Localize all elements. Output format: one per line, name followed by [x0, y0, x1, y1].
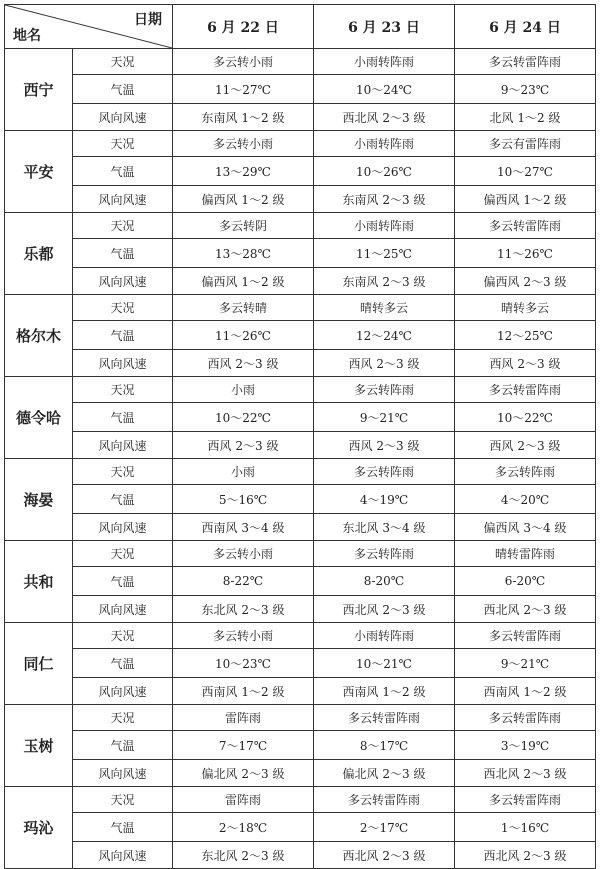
wind-cell: 西北风 2～3 级 — [314, 596, 455, 623]
temperature-cell: 9～21℃ — [314, 403, 455, 432]
table-row-temperature — [5, 485, 596, 514]
row-label-wind: 风向风速 — [73, 514, 173, 541]
temperature-cell: 4～19℃ — [314, 485, 455, 514]
temperature-cell: 6-20℃ — [455, 567, 596, 596]
weather-cell: 多云转阵雨 — [455, 459, 596, 485]
table-row-wind — [5, 514, 596, 541]
row-label-weather: 天况 — [73, 131, 173, 157]
weather-cell: 多云转小雨 — [173, 623, 314, 649]
temperature-cell: 10～27℃ — [455, 157, 596, 186]
table-row-weather — [5, 459, 596, 485]
row-label-weather: 天况 — [73, 705, 173, 731]
day-header-2: 6 月 23 日 — [314, 5, 455, 49]
temperature-cell: 10～26℃ — [314, 157, 455, 186]
temperature-cell: 8-22℃ — [173, 567, 314, 596]
row-label-temperature: 气温 — [73, 731, 173, 760]
row-label-wind: 风向风速 — [73, 350, 173, 377]
weather-cell: 多云转雷阵雨 — [455, 213, 596, 239]
row-label-wind: 风向风速 — [73, 186, 173, 213]
wind-cell: 西北风 2～3 级 — [455, 842, 596, 869]
weather-cell: 多云转阵雨 — [314, 541, 455, 567]
temperature-cell: 11～26℃ — [173, 321, 314, 350]
wind-cell: 偏西风 1～2 级 — [455, 186, 596, 213]
table-row-weather — [5, 787, 596, 813]
city-name: 格尔木 — [5, 295, 73, 377]
table-row-wind — [5, 350, 596, 377]
table-row-temperature — [5, 239, 596, 268]
date-header-label: 日期 — [134, 12, 162, 28]
wind-cell: 东南风 2～3 级 — [314, 268, 455, 295]
weather-cell: 小雨转阵雨 — [314, 49, 455, 75]
row-label-weather: 天况 — [73, 459, 173, 485]
temperature-cell: 11～25℃ — [314, 239, 455, 268]
row-label-temperature: 气温 — [73, 239, 173, 268]
temperature-cell: 2～18℃ — [173, 813, 314, 842]
row-label-wind: 风向风速 — [73, 842, 173, 869]
temperature-cell: 11～27℃ — [173, 75, 314, 104]
table-row-wind — [5, 186, 596, 213]
city-name: 玛沁 — [5, 787, 73, 869]
weather-cell: 小雨转阵雨 — [314, 213, 455, 239]
row-label-temperature: 气温 — [73, 75, 173, 104]
weather-cell: 小雨转阵雨 — [314, 131, 455, 157]
wind-cell: 西南风 1～2 级 — [455, 678, 596, 705]
table-row-temperature — [5, 157, 596, 186]
city-name: 玉树 — [5, 705, 73, 787]
table-row-weather — [5, 49, 596, 75]
temperature-cell: 10～22℃ — [173, 403, 314, 432]
table-row-weather — [5, 541, 596, 567]
wind-cell: 偏西风 1～2 级 — [173, 186, 314, 213]
weather-cell: 多云转雷阵雨 — [455, 377, 596, 403]
table-row-weather — [5, 705, 596, 731]
row-label-weather: 天况 — [73, 541, 173, 567]
table-row-temperature — [5, 813, 596, 842]
weather-cell: 多云转阵雨 — [314, 377, 455, 403]
weather-cell: 小雨 — [173, 377, 314, 403]
temperature-cell: 7～17℃ — [173, 731, 314, 760]
weather-cell: 多云转小雨 — [173, 131, 314, 157]
wind-cell: 东北风 2～3 级 — [173, 842, 314, 869]
city-name: 乐都 — [5, 213, 73, 295]
wind-cell: 东北风 3～4 级 — [314, 514, 455, 541]
row-label-temperature: 气温 — [73, 321, 173, 350]
wind-cell: 偏北风 2～3 级 — [173, 760, 314, 787]
temperature-cell: 8～17℃ — [314, 731, 455, 760]
weather-cell: 雷阵雨 — [173, 705, 314, 731]
weather-cell: 多云转小雨 — [173, 49, 314, 75]
weather-cell: 多云转雷阵雨 — [314, 705, 455, 731]
weather-cell: 晴转多云 — [314, 295, 455, 321]
city-header-label: 地名 — [13, 28, 41, 44]
weather-cell: 多云转雷阵雨 — [314, 787, 455, 813]
weather-cell: 多云转阵雨 — [314, 459, 455, 485]
row-label-wind: 风向风速 — [73, 104, 173, 131]
table-row-wind — [5, 596, 596, 623]
temperature-cell: 10～23℃ — [173, 649, 314, 678]
weather-cell: 多云转晴 — [173, 295, 314, 321]
table-row-temperature — [5, 75, 596, 104]
temperature-cell: 8-20℃ — [314, 567, 455, 596]
city-name: 海晏 — [5, 459, 73, 541]
row-label-temperature: 气温 — [73, 157, 173, 186]
temperature-cell: 10～24℃ — [314, 75, 455, 104]
day-header-3: 6 月 24 日 — [455, 5, 596, 49]
city-name: 同仁 — [5, 623, 73, 705]
weather-cell: 晴转多云 — [455, 295, 596, 321]
temperature-cell: 13～29℃ — [173, 157, 314, 186]
city-name: 西宁 — [5, 49, 73, 131]
table-row-temperature — [5, 567, 596, 596]
table-row-temperature — [5, 731, 596, 760]
city-name: 平安 — [5, 131, 73, 213]
temperature-cell: 10～21℃ — [314, 649, 455, 678]
forecast-table — [4, 4, 596, 869]
weather-cell: 多云转雷阵雨 — [455, 787, 596, 813]
wind-cell: 北风 1～2 级 — [455, 104, 596, 131]
weather-cell: 多云转雷阵雨 — [455, 49, 596, 75]
row-label-temperature: 气温 — [73, 403, 173, 432]
table-row-temperature — [5, 649, 596, 678]
row-label-temperature: 气温 — [73, 567, 173, 596]
weather-cell: 多云转小雨 — [173, 541, 314, 567]
wind-cell: 西风 2～3 级 — [173, 350, 314, 377]
weather-cell: 多云有雷阵雨 — [455, 131, 596, 157]
city-name: 德令哈 — [5, 377, 73, 459]
temperature-cell: 5～16℃ — [173, 485, 314, 514]
temperature-cell: 1～16℃ — [455, 813, 596, 842]
wind-cell: 东北风 2～3 级 — [173, 596, 314, 623]
weather-cell: 小雨转阵雨 — [314, 623, 455, 649]
city-name: 共和 — [5, 541, 73, 623]
temperature-cell: 11～26℃ — [455, 239, 596, 268]
temperature-cell: 2～17℃ — [314, 813, 455, 842]
row-label-wind: 风向风速 — [73, 678, 173, 705]
temperature-cell: 13～28℃ — [173, 239, 314, 268]
wind-cell: 偏西风 2～3 级 — [455, 268, 596, 295]
wind-cell: 西风 2～3 级 — [173, 432, 314, 459]
weather-cell: 晴转雷阵雨 — [455, 541, 596, 567]
row-label-wind: 风向风速 — [73, 760, 173, 787]
table-row-weather — [5, 131, 596, 157]
wind-cell: 偏西风 3～4 级 — [455, 514, 596, 541]
forecast-body — [5, 49, 596, 869]
wind-cell: 西北风 2～3 级 — [314, 842, 455, 869]
table-row-wind — [5, 104, 596, 131]
table-row-weather — [5, 623, 596, 649]
table-row-wind — [5, 268, 596, 295]
weather-cell: 雷阵雨 — [173, 787, 314, 813]
temperature-cell: 12～24℃ — [314, 321, 455, 350]
wind-cell: 西南风 1～2 级 — [314, 678, 455, 705]
row-label-wind: 风向风速 — [73, 432, 173, 459]
wind-cell: 偏西风 1～2 级 — [173, 268, 314, 295]
header-row — [5, 5, 596, 49]
wind-cell: 西北风 2～3 级 — [455, 760, 596, 787]
temperature-cell: 9～21℃ — [455, 649, 596, 678]
wind-cell: 西风 2～3 级 — [455, 432, 596, 459]
wind-cell: 西风 2～3 级 — [314, 350, 455, 377]
table-row-temperature — [5, 321, 596, 350]
row-label-weather: 天况 — [73, 49, 173, 75]
temperature-cell: 10～22℃ — [455, 403, 596, 432]
row-label-weather: 天况 — [73, 623, 173, 649]
row-label-wind: 风向风速 — [73, 268, 173, 295]
weather-cell: 多云转雷阵雨 — [455, 705, 596, 731]
weather-cell: 多云转雷阵雨 — [455, 623, 596, 649]
table-row-wind — [5, 842, 596, 869]
row-label-weather: 天况 — [73, 377, 173, 403]
row-label-temperature: 气温 — [73, 649, 173, 678]
wind-cell: 西风 2～3 级 — [455, 350, 596, 377]
temperature-cell: 12～25℃ — [455, 321, 596, 350]
table-row-wind — [5, 678, 596, 705]
temperature-cell: 9～23℃ — [455, 75, 596, 104]
table-row-weather — [5, 213, 596, 239]
table-row-wind — [5, 760, 596, 787]
wind-cell: 西风 2～3 级 — [314, 432, 455, 459]
wind-cell: 东南风 1～2 级 — [173, 104, 314, 131]
wind-cell: 偏北风 2～3 级 — [314, 760, 455, 787]
row-label-weather: 天况 — [73, 295, 173, 321]
table-row-weather — [5, 377, 596, 403]
wind-cell: 西南风 3～4 级 — [173, 514, 314, 541]
wind-cell: 西北风 2～3 级 — [314, 104, 455, 131]
table-row-weather — [5, 295, 596, 321]
table-row-temperature — [5, 403, 596, 432]
temperature-cell: 4～20℃ — [455, 485, 596, 514]
wind-cell: 西南风 1～2 级 — [173, 678, 314, 705]
wind-cell: 东南风 2～3 级 — [314, 186, 455, 213]
row-label-temperature: 气温 — [73, 485, 173, 514]
day-header-1: 6 月 22 日 — [173, 5, 314, 49]
wind-cell: 西北风 2～3 级 — [455, 596, 596, 623]
table-row-wind — [5, 432, 596, 459]
row-label-temperature: 气温 — [73, 813, 173, 842]
header-corner-cell — [5, 5, 173, 49]
row-label-weather: 天况 — [73, 787, 173, 813]
row-label-weather: 天况 — [73, 213, 173, 239]
weather-cell: 小雨 — [173, 459, 314, 485]
row-label-wind: 风向风速 — [73, 596, 173, 623]
temperature-cell: 3～19℃ — [455, 731, 596, 760]
weather-cell: 多云转阴 — [173, 213, 314, 239]
